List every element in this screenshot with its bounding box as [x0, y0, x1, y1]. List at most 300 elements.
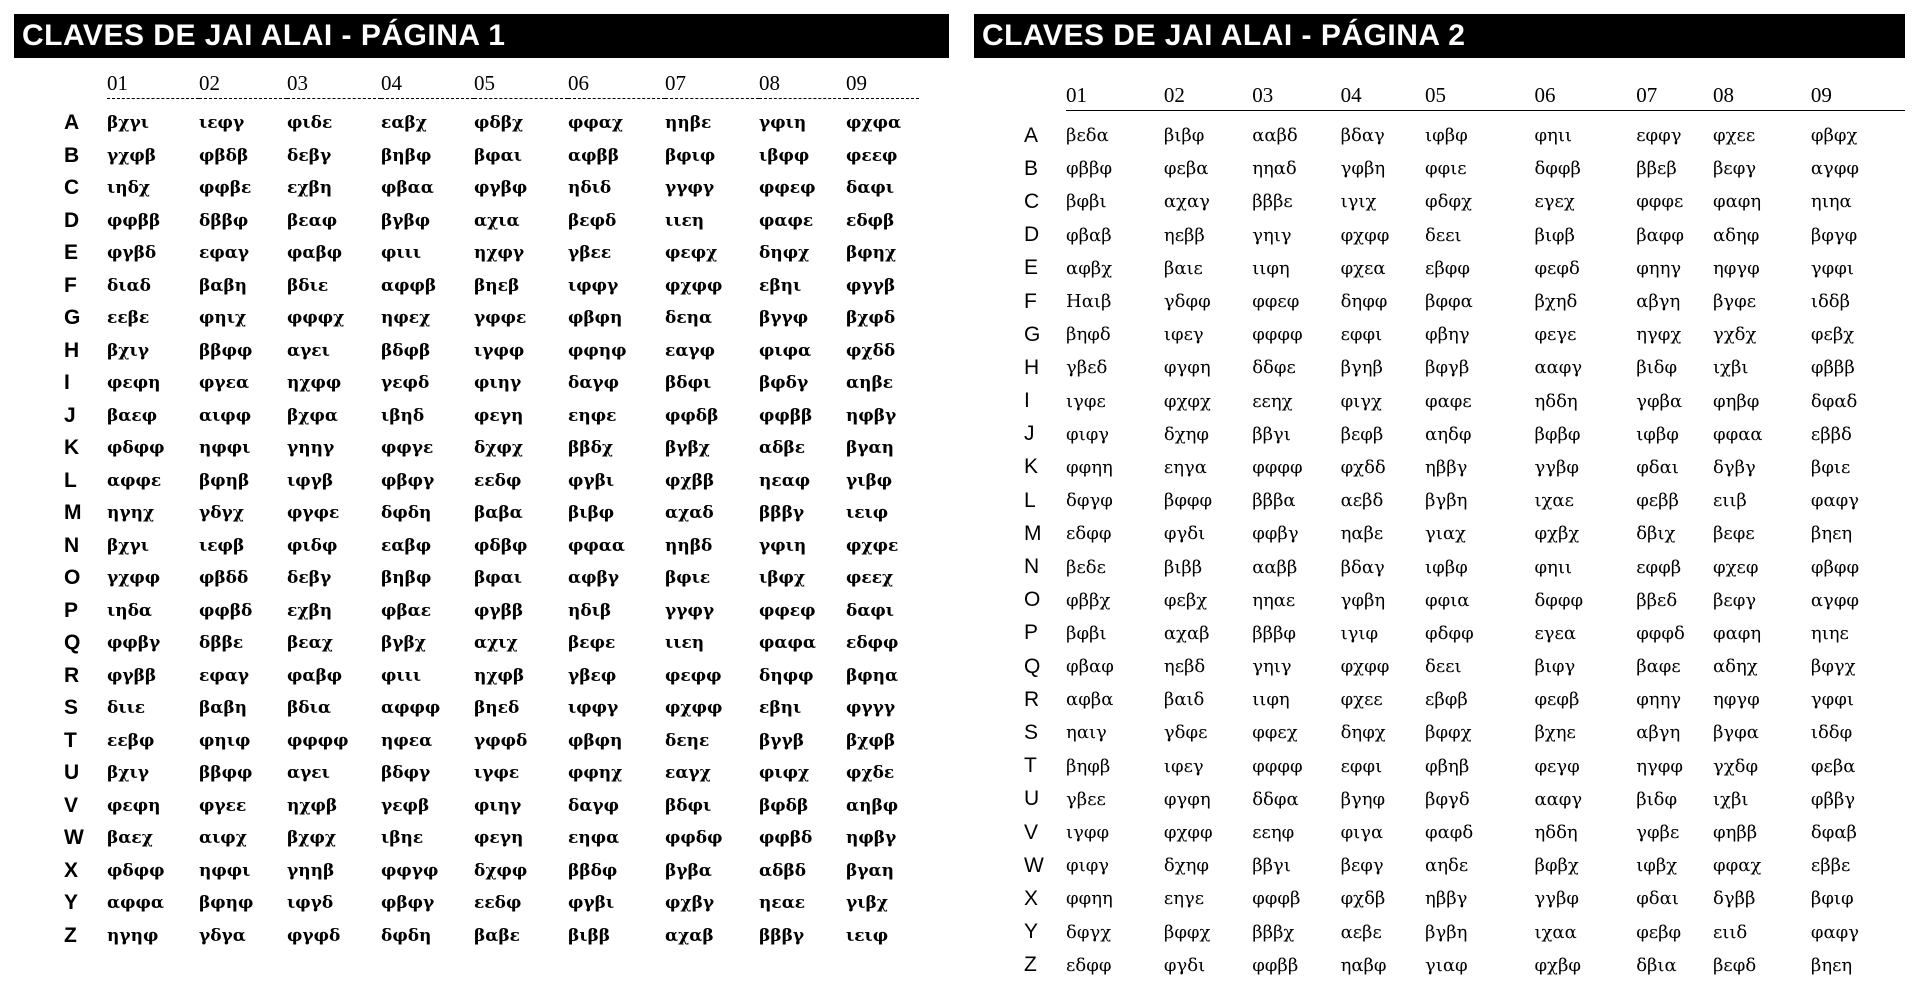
key-cell: ββγι	[1252, 855, 1291, 877]
key-cell: αχαβ	[665, 925, 714, 946]
key-cell: αχαγ	[1163, 191, 1210, 213]
row-label: D	[1024, 223, 1040, 247]
key-cell: ββδχ	[568, 438, 614, 459]
key-cell: εχβη	[287, 178, 333, 199]
key-cell: φφβδ	[199, 600, 253, 621]
key-cell: φφγε	[381, 438, 434, 459]
key-cell: αβγη	[1636, 291, 1681, 313]
key-cell: φγβι	[568, 893, 615, 914]
key-cell: φββγ	[1810, 788, 1856, 810]
row-label: I	[64, 371, 70, 395]
row-label: M	[1024, 521, 1042, 545]
table-row	[1024, 484, 1905, 517]
row-label: A	[1024, 123, 1039, 147]
key-cell: ηγφχ	[1636, 324, 1682, 346]
key-cell: φιδε	[287, 113, 333, 134]
key-cell: ιβφφ	[759, 145, 810, 166]
key-cell: εδφφ	[1066, 523, 1112, 545]
key-cell: φφηη	[1066, 456, 1113, 478]
key-cell: φχφφ	[665, 275, 723, 296]
key-cell: αφφφ	[381, 698, 441, 719]
key-cell: βγβα	[665, 860, 712, 881]
row-label: U	[1024, 787, 1040, 811]
key-cell: γχδφ	[1712, 755, 1759, 777]
key-cell: βηφδ	[1066, 324, 1111, 346]
key-cell: δγβγ	[1712, 456, 1756, 478]
row-label: K	[64, 436, 80, 460]
table-row	[64, 335, 919, 368]
key-cell: φιγα	[1340, 822, 1384, 844]
key-cell: δφγφ	[1066, 490, 1113, 512]
key-cell: ιδδβ	[1810, 291, 1851, 313]
key-cell: βιφβ	[1534, 224, 1575, 246]
key-cell: δεβγ	[287, 145, 332, 166]
key-cell: εββδ	[1810, 423, 1852, 445]
key-cell: ειιβ	[1712, 490, 1747, 512]
key-cell: βαβε	[474, 925, 520, 946]
key-cell: φεβχ	[1810, 324, 1855, 346]
key-cell: βεφγ	[1712, 589, 1757, 611]
key-cell: δεηε	[665, 730, 710, 751]
key-cell: φβφγ	[381, 470, 435, 491]
key-cell: ηαβε	[1340, 523, 1384, 545]
key-cell: γφβη	[1340, 158, 1386, 180]
key-cell: εβηι	[759, 275, 802, 296]
key-cell: ηφεα	[381, 730, 433, 751]
key-cell: βεφγ	[1340, 855, 1384, 877]
key-cell: φββφ	[1066, 158, 1113, 180]
column-header: 01	[107, 68, 199, 99]
key-cell: φφγφ	[381, 860, 439, 881]
key-cell: ιδδφ	[1810, 722, 1853, 744]
key-cell: φβββ	[1810, 357, 1855, 379]
key-cell: φφηφ	[568, 340, 627, 361]
key-cell: φβηγ	[1425, 324, 1470, 346]
key-cell: εδφφ	[846, 633, 899, 654]
key-cell: δδφα	[1252, 788, 1299, 810]
row-label: N	[1024, 555, 1040, 579]
key-cell: ιχβι	[1712, 357, 1749, 379]
key-cell: γφφι	[1810, 257, 1854, 279]
key-cell: γεφδ	[381, 373, 430, 394]
column-header: 03	[287, 68, 381, 99]
table-row	[64, 790, 919, 823]
key-cell: βαεχ	[107, 828, 153, 849]
key-cell: φβφγ	[381, 893, 435, 914]
key-cell: βχφβ	[846, 730, 896, 751]
key-cell: φφεχ	[1252, 722, 1298, 744]
key-cell: αφφε	[107, 470, 162, 491]
key-cell: φβδδ	[199, 568, 249, 589]
key-cell: βαιδ	[1163, 689, 1205, 711]
row-label: E	[64, 241, 79, 265]
table-row	[1024, 949, 1905, 982]
key-cell: φγβδ	[107, 243, 157, 264]
key-cell: φγββ	[474, 600, 524, 621]
key-cell: βββγ	[759, 925, 805, 946]
key-cell: βηεβ	[474, 275, 520, 296]
key-cell: βδφι	[665, 795, 712, 816]
table-row	[1024, 816, 1905, 849]
key-cell: ηδδη	[1534, 390, 1578, 412]
key-cell: δεει	[1425, 224, 1462, 246]
key-cell: εβηι	[759, 698, 802, 719]
key-cell: γφφδ	[474, 730, 528, 751]
key-cell: φιφχ	[759, 763, 810, 784]
key-cell: εφαγ	[199, 243, 250, 264]
key-cell: φεφδ	[1534, 257, 1580, 279]
row-label: R	[1024, 687, 1040, 711]
key-cell: ιγφε	[1066, 390, 1106, 412]
key-cell: φεεχ	[846, 568, 894, 589]
key-cell: εηφε	[568, 405, 617, 426]
key-cell: φχφχ	[1163, 390, 1211, 412]
key-cell: βεφγ	[1712, 158, 1757, 180]
key-cell: δχφχ	[474, 438, 524, 459]
key-cell: φφηη	[1066, 888, 1113, 910]
key-cell: αδβε	[759, 438, 806, 459]
key-cell: βηεδ	[474, 698, 520, 719]
key-cell: ηεβδ	[1163, 656, 1206, 678]
row-label: A	[64, 111, 80, 135]
key-cell: ιιφη	[1252, 257, 1290, 279]
key-cell: γφβε	[1636, 822, 1680, 844]
key-cell: φγφη	[1163, 357, 1211, 379]
key-cell: φφββ	[107, 210, 161, 231]
key-cell: ηδδη	[1534, 822, 1578, 844]
key-cell: ηδιβ	[568, 600, 612, 621]
key-cell: φεφη	[107, 795, 161, 816]
key-cell: βφγφ	[1810, 224, 1858, 246]
key-cell: γχφβ	[107, 145, 157, 166]
key-cell: εχβη	[287, 600, 333, 621]
key-cell: δαγφ	[568, 795, 620, 816]
key-cell: βηεη	[1810, 954, 1853, 976]
page-title: CLAVES DE JAI ALAI - PÁGINA 1	[14, 14, 949, 58]
key-cell: βγηφ	[1340, 788, 1386, 810]
table-row	[64, 107, 919, 140]
key-cell: βφιφ	[665, 145, 716, 166]
key-cell: βγφε	[1712, 291, 1757, 313]
key-cell: αγει	[287, 763, 330, 784]
table-row	[1024, 418, 1905, 451]
key-cell: φβαε	[381, 600, 432, 621]
key-cell: φγβφ	[474, 178, 528, 199]
key-cell: γβεδ	[1066, 357, 1108, 379]
key-cell: γχδχ	[1712, 324, 1757, 346]
row-label: C	[1024, 189, 1040, 213]
key-cell: γδγχ	[199, 503, 244, 524]
key-cell: φγδι	[1163, 523, 1206, 545]
key-table	[1024, 80, 1905, 982]
key-cell: βαβα	[474, 503, 523, 524]
row-label: L	[1024, 488, 1036, 512]
row-label: Y	[64, 891, 79, 915]
key-cell: φγβι	[568, 470, 615, 491]
key-cell: φιδφ	[287, 535, 338, 556]
key-cell: αηβφ	[846, 795, 899, 816]
key-cell: ιχαα	[1534, 921, 1577, 943]
row-label: N	[64, 533, 80, 557]
key-cell: ηεαφ	[759, 470, 811, 491]
key-cell: εφφι	[1340, 755, 1383, 777]
key-cell: βφφφ	[1163, 490, 1213, 512]
key-cell: φηιχ	[199, 308, 247, 329]
key-cell: φβαα	[381, 178, 434, 199]
key-cell: φβηβ	[1425, 755, 1470, 777]
key-cell: βχγι	[107, 113, 149, 134]
row-label: Z	[1024, 953, 1037, 977]
key-cell: φφαχ	[568, 113, 624, 134]
key-cell: βββγ	[759, 503, 805, 524]
table-row	[1024, 750, 1905, 783]
key-cell: ηηαε	[1252, 589, 1296, 611]
key-cell: φχεφ	[1712, 556, 1759, 578]
key-cell: ιφφγ	[568, 698, 619, 719]
key-cell: βιφγ	[1534, 656, 1576, 678]
key-cell: ιεφγ	[199, 113, 245, 134]
key-cell: δηφχ	[759, 243, 810, 264]
key-cell: βεφβ	[1340, 423, 1384, 445]
key-cell: δφαβ	[1810, 822, 1857, 844]
key-cell: διαδ	[107, 275, 151, 296]
key-cell: φαφη	[1712, 191, 1762, 213]
key-cell: φββχ	[1066, 589, 1111, 611]
key-cell: βφιε	[1810, 456, 1851, 478]
key-cell: βφβι	[1066, 622, 1107, 644]
key-cell: φαφε	[1425, 390, 1472, 412]
key-cell: φφφφ	[1252, 456, 1303, 478]
key-cell: φιιι	[381, 243, 422, 264]
row-label: J	[1024, 422, 1035, 446]
key-cell: φδαι	[1636, 888, 1679, 910]
key-cell: βγβχ	[381, 633, 426, 654]
key-cell: φεβχ	[1163, 589, 1208, 611]
key-cell: ιχβι	[1712, 788, 1749, 810]
key-cell: φφφχ	[287, 308, 345, 329]
key-cell: εαγχ	[665, 763, 711, 784]
table-row	[64, 660, 919, 693]
table-row	[64, 367, 919, 400]
key-cell: ααφγ	[1534, 357, 1583, 379]
table-row	[1024, 219, 1905, 252]
key-cell: αηδε	[1425, 855, 1469, 877]
key-cell: βιδφ	[1636, 788, 1678, 810]
key-cell: αχαδ	[665, 503, 714, 524]
table-row	[1024, 550, 1905, 583]
key-cell: δηφφ	[759, 665, 814, 686]
key-cell: βχιγ	[107, 763, 149, 784]
key-cell: ββγι	[1252, 423, 1291, 445]
corner-header	[64, 68, 107, 99]
column-header: 02	[1164, 80, 1252, 111]
key-cell: αχαβ	[1163, 622, 1210, 644]
key-cell: φχδε	[846, 763, 895, 784]
key-cell: ηχφφ	[287, 373, 342, 394]
key-cell: εαβφ	[381, 535, 432, 556]
key-cell: γβεε	[568, 243, 612, 264]
key-cell: ιεφβ	[199, 535, 245, 556]
table-row	[64, 465, 919, 498]
key-cell: φχεε	[1340, 689, 1383, 711]
key-cell: γιβφ	[846, 470, 893, 491]
key-cell: φχβφ	[1534, 954, 1581, 976]
key-cell: αδηχ	[1712, 656, 1758, 678]
key-cell: δφαδ	[1810, 390, 1858, 412]
key-cell: βεδε	[1066, 556, 1106, 578]
key-cell: φφβγ	[107, 633, 161, 654]
key-cell: βφηχ	[846, 243, 897, 264]
key-cell: ιγιχ	[1340, 191, 1377, 213]
key-cell: ηφβγ	[846, 828, 897, 849]
key-cell: βγαη	[846, 438, 894, 459]
key-cell: φγββ	[107, 665, 157, 686]
key-cell: ιιεη	[665, 633, 705, 654]
key-cell: βββε	[1252, 191, 1293, 213]
key-cell: βαβη	[199, 698, 248, 719]
row-label: E	[1024, 256, 1039, 280]
row-label: U	[64, 761, 80, 785]
key-cell: ηββγ	[1425, 888, 1468, 910]
key-cell: βδια	[287, 698, 331, 719]
key-cell: φδβχ	[474, 113, 524, 134]
table-row	[1024, 916, 1905, 949]
key-cell: αβγη	[1636, 722, 1681, 744]
table-row	[64, 497, 919, 530]
key-cell: αηδφ	[1425, 423, 1472, 445]
key-cell: φφεφ	[759, 600, 816, 621]
key-cell: βγβχ	[665, 438, 710, 459]
key-cell: αχια	[474, 210, 520, 231]
row-label: L	[64, 468, 77, 492]
key-cell: φχεα	[1340, 257, 1386, 279]
key-cell: φχββ	[665, 470, 715, 491]
key-cell: γεφβ	[381, 795, 430, 816]
key-cell: εββε	[1810, 855, 1851, 877]
key-cell: φεφη	[107, 373, 161, 394]
key-cell: εφφγ	[1636, 125, 1682, 147]
key-cell: βγβη	[1425, 490, 1468, 512]
key-cell: ιφβφ	[1425, 125, 1468, 147]
key-cell: φχφε	[846, 535, 899, 556]
key-cell: εφφι	[1340, 324, 1383, 346]
key-cell: γφιη	[759, 113, 807, 134]
row-label: R	[64, 663, 80, 687]
key-cell: φφηχ	[568, 763, 623, 784]
key-cell: αχιχ	[474, 633, 518, 654]
key-cell: γηηγ	[287, 438, 335, 459]
key-cell: εδφβ	[846, 210, 895, 231]
key-cell: γιβχ	[846, 893, 888, 914]
key-cell: δεβγ	[287, 568, 332, 589]
key-cell: φεβα	[1810, 755, 1856, 777]
key-cell: βγγβ	[759, 730, 805, 751]
key-cell: γηηβ	[287, 860, 335, 881]
key-cell: φχφφ	[1340, 224, 1390, 246]
key-cell: φεββ	[1636, 490, 1679, 512]
key-cell: δηφφ	[1340, 291, 1388, 313]
key-cell: ιιεη	[665, 210, 705, 231]
key-cell: βδφβ	[381, 340, 431, 361]
key-cell: φεεφ	[846, 145, 898, 166]
key-cell: βεφδ	[1712, 954, 1757, 976]
key-cell: βεφδ	[568, 210, 617, 231]
key-cell: δββφ	[199, 210, 249, 231]
key-cell: δφφφ	[1534, 589, 1584, 611]
key-cell: βδφι	[665, 373, 712, 394]
key-cell: φαβφ	[287, 243, 343, 264]
key-cell: φιφγ	[1066, 423, 1110, 445]
key-cell: φχεε	[1712, 125, 1756, 147]
table-row	[1024, 683, 1905, 716]
key-cell: φβφχ	[1810, 125, 1858, 147]
table-row	[64, 725, 919, 758]
key-cell: φδαι	[1636, 456, 1679, 478]
key-cell: βφβχ	[1534, 855, 1579, 877]
key-cell: φβδβ	[199, 145, 249, 166]
key-cell: ιφεγ	[1163, 755, 1204, 777]
key-cell: εαβχ	[381, 113, 427, 134]
row-label: M	[64, 501, 82, 525]
key-cell: εδφφ	[1066, 954, 1112, 976]
column-header: 09	[1811, 80, 1905, 111]
key-cell: φφβε	[199, 178, 252, 199]
key-cell: ιγιφ	[1340, 622, 1379, 644]
key-cell: εγεα	[1534, 622, 1577, 644]
table-row	[1024, 185, 1905, 218]
row-label: B	[64, 143, 80, 167]
key-cell: γφφι	[1810, 689, 1854, 711]
table-row	[1024, 152, 1905, 185]
key-cell: βφφχ	[1425, 722, 1472, 744]
key-cell: βχιγ	[107, 340, 149, 361]
key-cell: βχηε	[1534, 722, 1576, 744]
row-label: B	[1024, 156, 1039, 180]
key-cell: βαεφ	[107, 405, 158, 426]
table-row	[1024, 252, 1905, 285]
page-title: CLAVES DE JAI ALAI - PÁGINA 2	[974, 14, 1905, 58]
key-cell: φεγε	[1534, 324, 1577, 346]
key-cell: ηφεχ	[381, 308, 431, 329]
table-row	[1024, 783, 1905, 816]
key-cell: φφββ	[759, 405, 813, 426]
key-cell: γφβη	[1340, 589, 1386, 611]
key-cell: δεηα	[665, 308, 713, 329]
key-cell: φφεφ	[759, 178, 816, 199]
key-cell: αφββ	[568, 145, 620, 166]
key-cell: γφβα	[1636, 390, 1683, 412]
key-cell: ββφφ	[199, 763, 253, 784]
key-cell: εβφβ	[1425, 689, 1468, 711]
key-cell: φφδβ	[665, 405, 719, 426]
table-row	[64, 920, 919, 953]
table-row	[64, 855, 919, 888]
key-cell: βαφφ	[1636, 224, 1684, 246]
key-cell: ιηδα	[107, 600, 153, 621]
key-cell: βγβφ	[381, 210, 431, 231]
key-cell: ηφγφ	[1712, 257, 1760, 279]
key-cell: δβιχ	[1636, 523, 1676, 545]
key-cell: φγφε	[287, 503, 340, 524]
key-cell: ααββ	[1252, 556, 1298, 578]
key-cell: βαφε	[1636, 656, 1681, 678]
table-row	[64, 237, 919, 270]
column-header: 08	[1713, 80, 1811, 111]
table-row	[64, 822, 919, 855]
key-cell: βχφα	[287, 405, 338, 426]
key-cell: δχφφ	[474, 860, 528, 881]
key-cell: ηχφβ	[287, 795, 338, 816]
